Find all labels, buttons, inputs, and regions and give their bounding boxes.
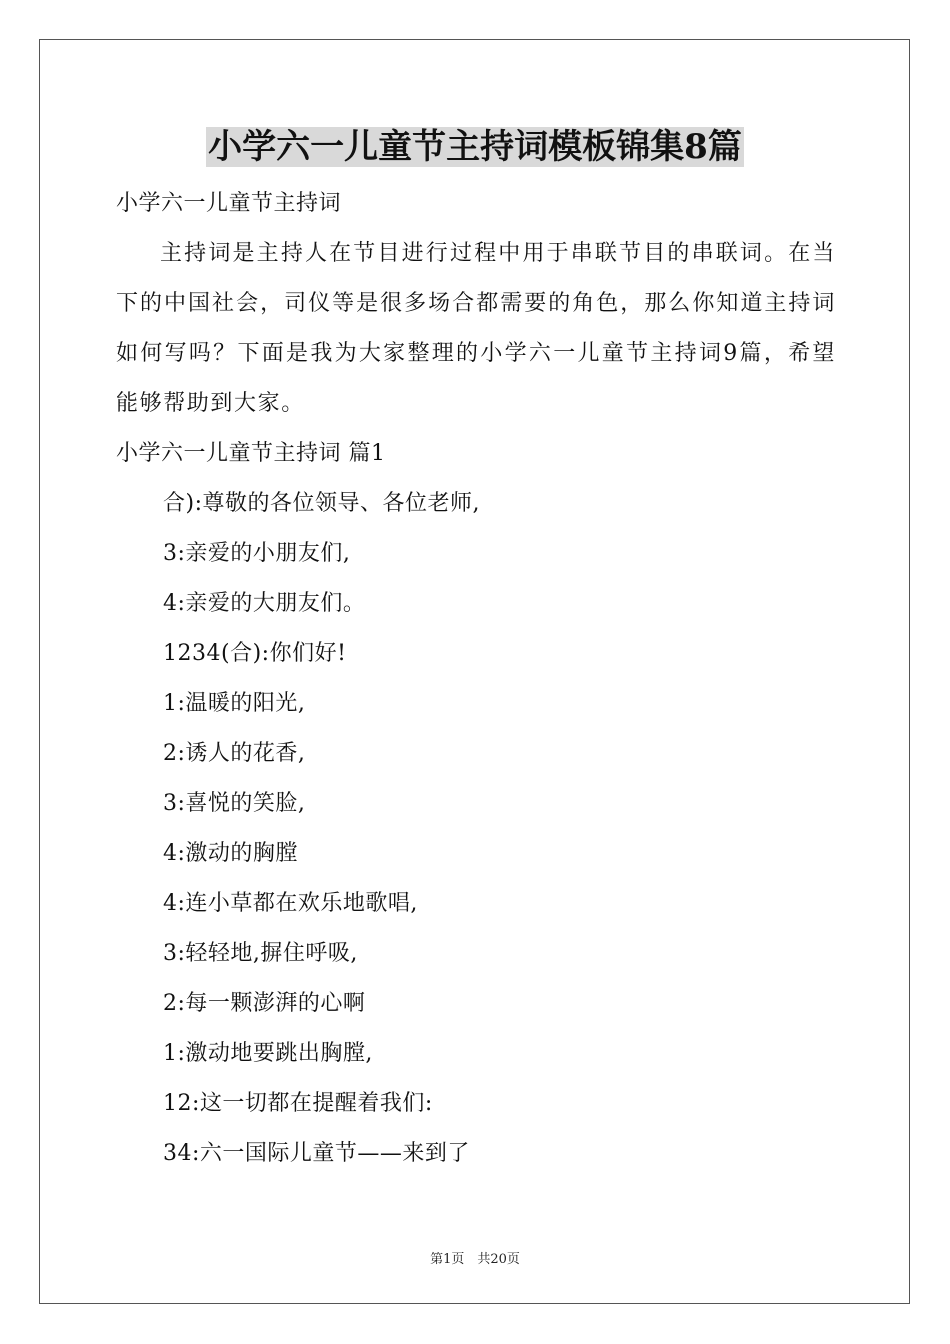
- script-line: 4:激动的胸膛: [163, 841, 298, 866]
- script-line: 2:每一颗澎湃的心啊: [163, 991, 366, 1016]
- script-line: 4:亲爱的大朋友们。: [163, 591, 366, 616]
- script-line: 1234(合):你们好!: [163, 641, 347, 666]
- script-line: 2:诱人的花香,: [163, 741, 306, 766]
- page-footer: 第1页 共20页: [430, 1252, 520, 1267]
- script-line: 34:六一国际儿童节——来到了: [163, 1141, 470, 1166]
- subtitle: 小学六一儿童节主持词: [116, 191, 342, 216]
- script-line: 3:亲爱的小朋友们,: [163, 541, 351, 566]
- document-body: [116, 179, 836, 1179]
- script-line: 1:温暖的阳光,: [163, 691, 306, 716]
- script-line: 3:轻轻地,摒住呼吸,: [163, 941, 358, 966]
- script-line: 12:这一切都在提醒着我们:: [163, 1091, 433, 1116]
- script-line: 1:激动地要跳出胸膛,: [163, 1041, 373, 1066]
- document-title: 小学六一儿童节主持词模板锦集8篇: [208, 127, 742, 167]
- script-line: 3:喜悦的笑脸,: [163, 791, 306, 816]
- script-line: 合):尊敬的各位领导、各位老师,: [163, 491, 480, 516]
- script-line: 4:连小草都在欢乐地歌唱,: [163, 891, 418, 916]
- section-heading: 小学六一儿童节主持词 篇1: [116, 441, 386, 466]
- intro-paragraph: 主持词是主持人在节目进行过程中用于串联节目的串联词。在当下的中国社会，司仪等是很多场合都需要的角色，那么你知道主持词如何写吗？下面是我为大家整理的小学六一儿童节主持词9篇，希望能够帮助到大家。: [116, 241, 836, 416]
